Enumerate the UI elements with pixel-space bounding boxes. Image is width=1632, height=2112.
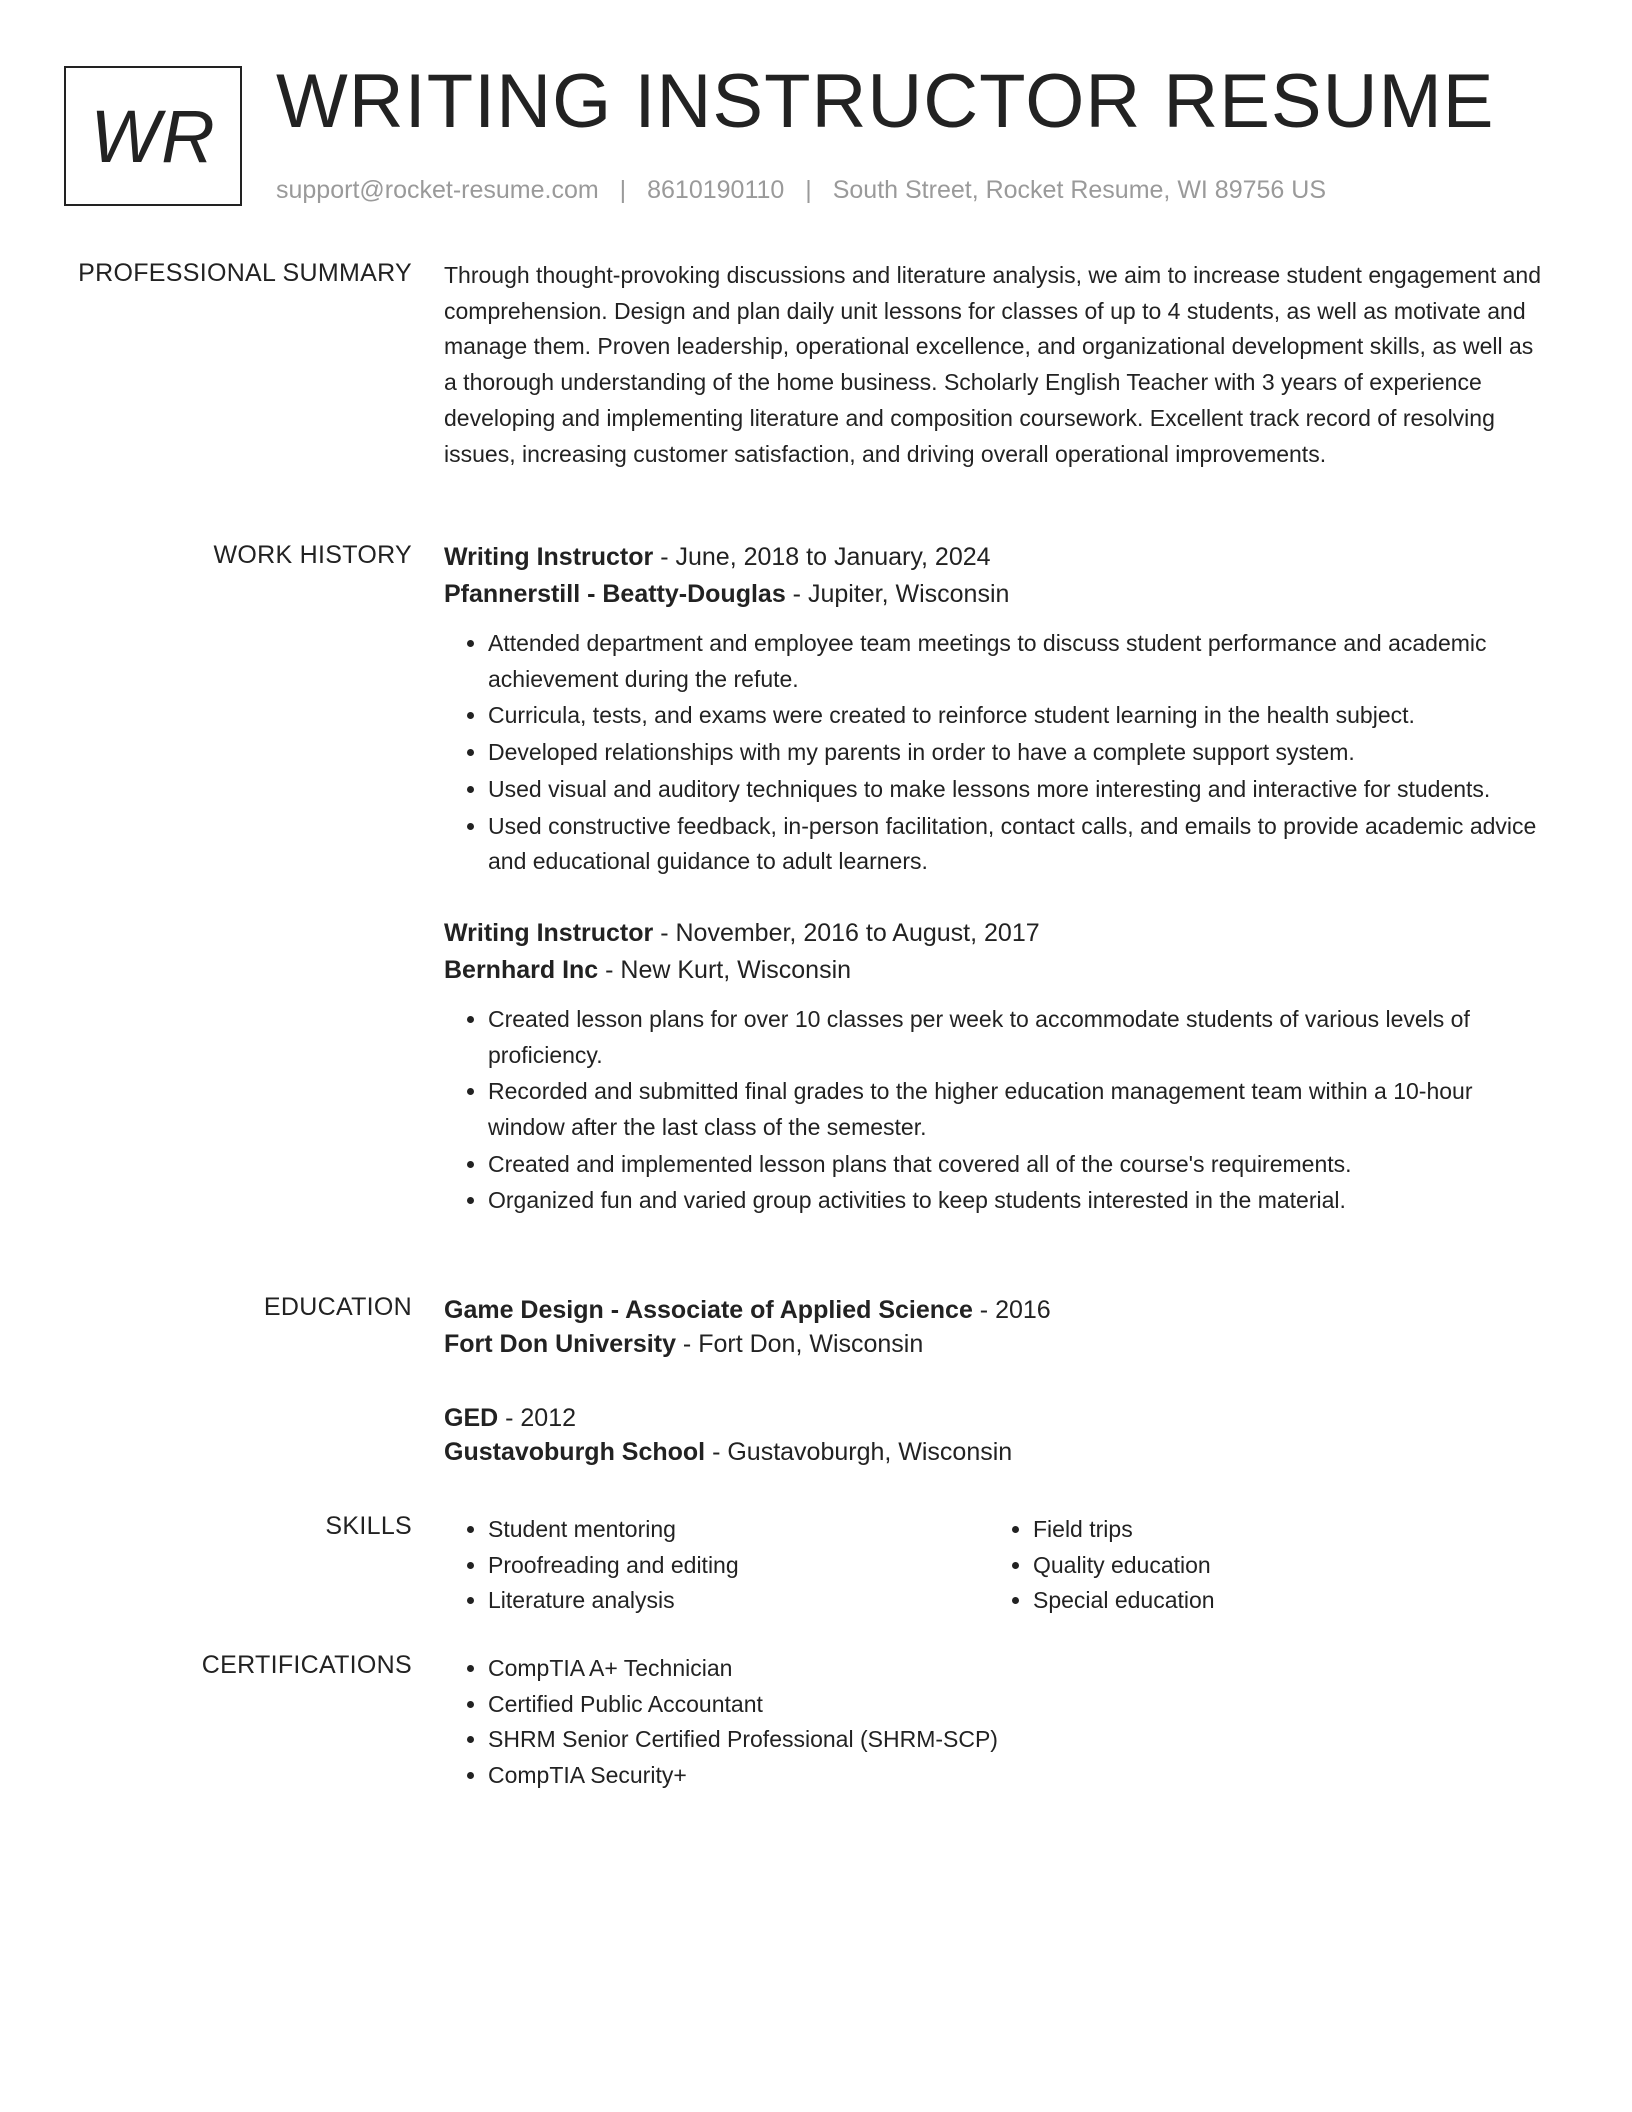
job-entry: [444, 916, 1544, 1219]
skill-item: • Special education: [1033, 1583, 1534, 1619]
skill-item: • Student mentoring: [488, 1512, 989, 1548]
job-title: Writing Instructor: [444, 543, 654, 571]
monogram-text: WR: [90, 94, 216, 178]
job-bullet: • Used visual and auditory techniques to make lessons more interesting and interactive for students.: [488, 772, 1544, 808]
job-bullets: [444, 626, 1544, 880]
certification-item: • Certified Public Accountant: [488, 1687, 1544, 1723]
certifications-body: [444, 1651, 1544, 1794]
contact-email: support@rocket-resume.com: [276, 176, 599, 204]
job-bullet: • Developed relationships with my parents in order to have a complete support system.: [488, 735, 1544, 771]
contact-separator: |: [805, 176, 812, 204]
job-bullet: • Organized fun and varied group activities to keep students interested in the material.: [488, 1183, 1544, 1219]
certification-item: • CompTIA Security+: [488, 1758, 1544, 1794]
resume-title: WRITING INSTRUCTOR RESUME: [276, 59, 1495, 144]
job-bullet: • Attended department and employee team meetings to discuss student performance and academic achievement during the refute.: [488, 626, 1544, 697]
school-location: - Fort Don, Wisconsin: [675, 1330, 924, 1358]
skills-column-left: [444, 1512, 989, 1619]
job-bullets: [444, 1002, 1544, 1219]
skills-body: [444, 1512, 1544, 1619]
job-company-line: [444, 950, 1544, 990]
certification-item: • CompTIA A+ Technician: [488, 1651, 1544, 1687]
skill-item: • Quality education: [1033, 1548, 1534, 1584]
skills-column-right: [989, 1512, 1534, 1619]
degree-name: GED: [444, 1404, 499, 1432]
monogram-logo: [64, 66, 242, 206]
job-title-line: [444, 540, 1544, 574]
certification-item: • SHRM Senior Certified Professional (SHRM-SCP): [488, 1722, 1544, 1758]
job-title-line: [444, 916, 1544, 950]
job-bullet: • Recorded and submitted final grades to the higher education management team within a 10-hour window after the last class of the semester.: [488, 1074, 1544, 1145]
certifications-heading: CERTIFICATIONS: [201, 1651, 412, 1679]
school-location: - Gustavoburgh, Wisconsin: [705, 1438, 1013, 1466]
work-history-heading: WORK HISTORY: [213, 541, 412, 569]
school-name: Fort Don University: [444, 1330, 676, 1358]
job-bullet: • Created lesson plans for over 10 classes per week to accommodate students of various levels of proficiency.: [488, 1002, 1544, 1073]
education-entry: [444, 1401, 1544, 1469]
education-heading: EDUCATION: [263, 1293, 412, 1321]
school-line: [444, 1327, 1544, 1361]
certifications-list: [444, 1651, 1544, 1794]
work-history-body: [444, 540, 1544, 1220]
contact-phone: 8610190110: [647, 176, 785, 204]
skills-grid: [444, 1512, 1544, 1619]
job-location: - Jupiter, Wisconsin: [785, 580, 1010, 608]
job-dates: - June, 2018 to January, 2024: [653, 543, 991, 571]
skill-item: • Literature analysis: [488, 1583, 989, 1619]
job-bullet: • Used constructive feedback, in-person facilitation, contact calls, and emails to provide academic advice and educational guidance to adult learners.: [488, 809, 1544, 880]
job-dates: - November, 2016 to August, 2017: [653, 918, 1040, 947]
skill-item: • Proofreading and editing: [488, 1548, 989, 1584]
job-bullet: • Curricula, tests, and exams were created to reinforce student learning in the health subject.: [488, 698, 1544, 734]
skill-item: • Field trips: [1033, 1512, 1534, 1548]
job-bullet: • Created and implemented lesson plans that covered all of the course's requirements.: [488, 1147, 1544, 1183]
job-location: - New Kurt, Wisconsin: [598, 955, 852, 984]
job-company: Pfannerstill - Beatty-Douglas: [444, 580, 786, 608]
school-line: [444, 1435, 1544, 1469]
summary-body: [444, 258, 1544, 472]
education-body: [444, 1293, 1544, 1469]
education-entry: [444, 1293, 1544, 1361]
job-title: Writing Instructor: [444, 918, 654, 947]
school-name: Gustavoburgh School: [444, 1438, 706, 1466]
job-entry: [444, 540, 1544, 880]
contact-address: South Street, Rocket Resume, WI 89756 US: [832, 176, 1327, 204]
degree-name: Game Design - Associate of Applied Science: [444, 1296, 973, 1324]
job-company-line: [444, 574, 1544, 614]
degree-year: - 2016: [972, 1296, 1051, 1324]
skills-heading: SKILLS: [325, 1512, 412, 1540]
degree-line: [444, 1401, 1544, 1435]
summary-text: Through thought-provoking discussions and literature analysis, we aim to increase student engagement and comprehension. Design and plan daily unit lessons for classes of up to 4 students, as well as motivate and manage them. Proven leadership, operational excellence, and organizational development skills, as well as a thorough understanding of the home business. Scholarly English Teacher with 3 years of experience developing and implementing literature and composition coursework. Excellent track record of resolving issues, increasing customer satisfaction, and driving overall operational improvements.: [444, 262, 1541, 467]
summary-heading: PROFESSIONAL SUMMARY: [78, 259, 412, 287]
degree-year: - 2012: [498, 1404, 577, 1432]
contact-line: [276, 176, 1326, 205]
contact-separator: |: [619, 176, 627, 204]
job-company: Bernhard Inc: [444, 955, 599, 984]
degree-line: [444, 1293, 1544, 1327]
